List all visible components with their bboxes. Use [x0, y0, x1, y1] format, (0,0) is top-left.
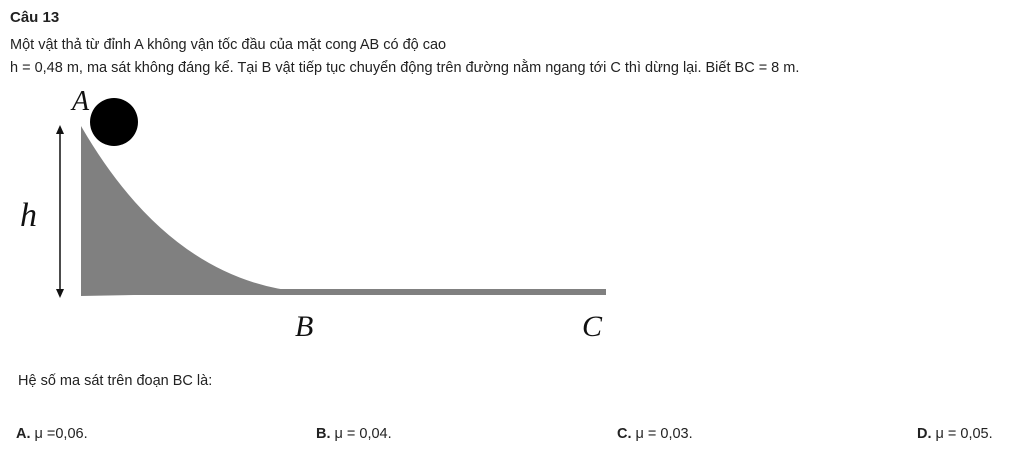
- option-a[interactable]: [16, 426, 88, 442]
- option-c-text: μ = 0,03.: [635, 426, 693, 442]
- physics-diagram: [0, 80, 640, 365]
- option-a-text: μ =0,06.: [34, 426, 88, 442]
- option-a-key: A.: [16, 426, 31, 442]
- option-c-key: C.: [617, 426, 632, 442]
- height-arrow: [56, 125, 64, 298]
- stem-line-1: Một vật thả từ đỉnh A không vận tốc đầu của mặt cong AB có độ cao: [10, 37, 447, 53]
- option-b-text: μ = 0,04.: [334, 426, 392, 442]
- question-number: Câu 13: [10, 9, 60, 26]
- option-d[interactable]: [917, 426, 993, 442]
- option-d-text: μ = 0,05.: [935, 426, 993, 442]
- curved-surface-ab: [81, 126, 302, 296]
- option-c[interactable]: [617, 426, 693, 442]
- option-b-key: B.: [316, 426, 331, 442]
- question-prompt: Hệ số ma sát trên đoạn BC là:: [18, 373, 213, 389]
- ball: [90, 98, 138, 146]
- label-c: C: [582, 310, 603, 343]
- horizontal-track-bc: [81, 289, 606, 295]
- label-h: h: [20, 197, 37, 234]
- question-stem: [10, 34, 1010, 80]
- option-b[interactable]: [316, 426, 392, 442]
- label-b: B: [295, 310, 314, 343]
- label-a: A: [72, 86, 90, 117]
- option-d-key: D.: [917, 426, 932, 442]
- stem-line-2: h = 0,48 m, ma sát không đáng kể. Tại B vật tiếp tục chuyển động trên đường nằm ngang tới C thì dừng lại. Biết BC = 8 m.: [10, 60, 800, 76]
